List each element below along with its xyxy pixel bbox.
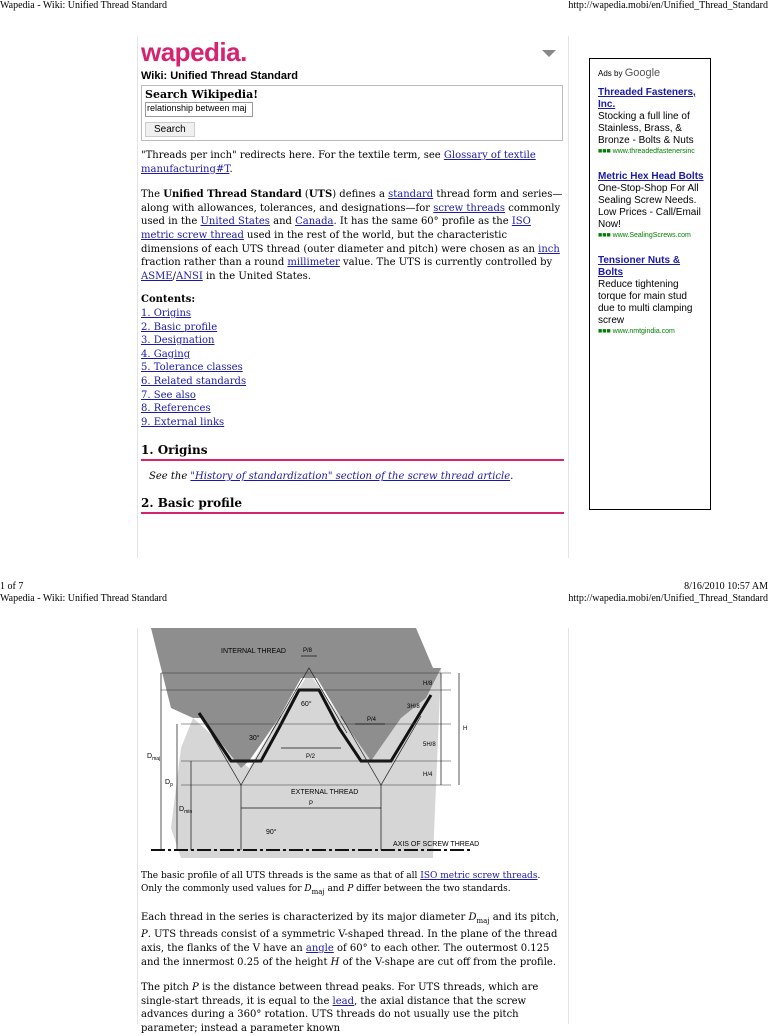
section-heading-origins: 1. Origins — [141, 443, 564, 461]
label-h4: H/4 — [423, 772, 433, 778]
contents-title: Contents: — [141, 294, 196, 306]
search-label: Search Wikipedia! — [145, 88, 259, 101]
toc-item[interactable]: 5. Tolerance classes — [141, 362, 243, 374]
link-inch[interactable]: inch — [538, 243, 560, 255]
label-dp: $D_p$ — [165, 779, 173, 788]
google-logo: Google — [624, 67, 661, 79]
ad-description: Reduce tightening torque for main stud due to multi clamping screw — [598, 279, 693, 326]
link-standard[interactable]: standard — [388, 189, 434, 201]
wapedia-logo[interactable]: wapedia. — [141, 37, 247, 67]
toc-item[interactable]: 7. See also — [141, 389, 196, 401]
link-millimeter[interactable]: millimeter — [287, 257, 340, 269]
search-input[interactable]: relationship between maj — [145, 102, 253, 117]
ads-by-google: Ads by Google — [598, 67, 661, 79]
figure-caption: The basic profile of all UTS threads is the same as that of all ISO metric screw threads. Only the commonly used values for $D_{maj}$ and P differ between the two standards. — [141, 871, 541, 896]
intro-paragraph: The Unified Thread Standard (UTS) defines a standard thread form and series—along with allowances, tolerances, and designations—for screw threads commonly used in the United States and Canada. It has the same 60° profile as the ISO metric screw thread used in the rest of the world, but the characteristic dimensions of each UTS thread (outer diameter and pitch) were chosen as an inch fraction rather than a round millimeter value. The UTS is currently controlled by ASME/ANSI in the United States. — [141, 189, 563, 282]
ad-item[interactable] — [598, 255, 706, 337]
label-60-deg: 60° — [301, 701, 312, 708]
link-screw-threads[interactable]: screw threads — [433, 202, 506, 214]
label-p: P — [309, 801, 314, 807]
link-united-states[interactable]: United States — [200, 216, 270, 228]
menu-dropdown-icon[interactable] — [542, 50, 556, 57]
label-p8: P/8 — [303, 648, 313, 654]
ad-title[interactable]: Threaded Fasteners, Inc. — [598, 87, 696, 110]
ad-title[interactable]: Tensioner Nuts & Bolts — [598, 255, 681, 278]
link-lead[interactable]: lead — [332, 995, 355, 1007]
origins-see-note: See the "History of standardization" section of the screw thread article. — [149, 471, 514, 483]
page-1-column — [137, 36, 569, 558]
redirect-note — [141, 149, 564, 176]
toc-item[interactable]: 2. Basic profile — [141, 321, 218, 333]
label-p4: P/4 — [367, 717, 377, 723]
toc-item[interactable]: 6. Related standards — [141, 375, 247, 387]
link-angle[interactable]: angle — [305, 942, 334, 954]
ad-url[interactable]: ■■■ www.nmtgindia.com — [598, 328, 675, 335]
ad-description: One-Stop-Shop For All Sealing Screw Needs. Low Prices - Call/Email Now! — [598, 183, 701, 230]
glossary-link[interactable]: Glossary of textile manufacturing#T — [141, 150, 536, 175]
page-title: Wiki: Unified Thread Standard — [141, 70, 298, 82]
table-of-contents — [141, 293, 564, 429]
section-heading-basic-profile: 2. Basic profile — [141, 496, 564, 514]
uts-bold: Unified Thread Standard — [163, 189, 302, 201]
toc-item[interactable]: 3. Designation — [141, 335, 215, 347]
link-ansi[interactable]: ANSI — [176, 270, 203, 282]
print-footer-page: 1 of 7 — [0, 581, 24, 592]
print-header-url-2: http://wapedia.mobi/en/Unified_Thread_Standard — [568, 593, 768, 604]
ad-description: Stocking a full line of Stainless, Brass, & Bronze - Bolts & Nuts — [598, 111, 694, 146]
profile-paragraph: Each thread in the series is characterized by its major diameter $D_{maj}$ and its pitch, P. UTS threads consist of a symmetric V-shaped thread. In the plane of the thread axis, the flanks of the V have an angle of 60° to each other. The outermost 0.125 and the innermost 0.25 of the height H of the V-shape are cut off from the profile. — [141, 911, 560, 968]
label-dmaj: $D_{maj}$ — [147, 753, 161, 762]
ad-item[interactable] — [598, 171, 706, 241]
label-h: H — [463, 726, 468, 732]
label-axis: AXIS OF SCREW THREAD — [393, 841, 480, 848]
link-asme[interactable]: ASME — [141, 270, 173, 282]
print-header-url: http://wapedia.mobi/en/Unified_Thread_Standard — [568, 0, 768, 11]
label-p2: P/2 — [306, 754, 316, 760]
link-iso-metric-caption[interactable]: ISO metric screw threads — [420, 871, 538, 881]
page-2-column — [137, 628, 569, 1034]
toc-item[interactable]: 9. External links — [141, 416, 225, 428]
label-5h8: 5H/8 — [423, 742, 436, 748]
search-button[interactable]: Search — [145, 122, 195, 137]
ad-url[interactable]: ■■■ www.threadedfastenersinc — [598, 148, 695, 155]
toc-item[interactable]: 1. Origins — [141, 307, 192, 319]
label-external-thread: EXTERNAL THREAD — [291, 789, 359, 796]
label-dmin: $D_{min}$ — [179, 806, 193, 815]
history-link[interactable]: "History of standardization" section of the screw thread article — [190, 471, 511, 483]
redirect-text: "Threads per inch" redirects here. For the textile term, see — [141, 150, 444, 161]
link-canada[interactable]: Canada — [295, 216, 334, 228]
pitch-paragraph: The pitch P is the distance between thread peaks. For UTS threads, which are single-start threads, it is equal to the lead, the axial distance that the screw advances during a 360° rotation. UTS threads do not usually use the pitch parameter; instead a parameter known — [141, 982, 539, 1034]
ad-url[interactable]: ■■■ www.SealingScrews.com — [598, 232, 691, 239]
ads-panel — [589, 58, 711, 510]
ad-title[interactable]: Metric Hex Head Bolts — [598, 171, 704, 182]
label-internal-thread: INTERNAL THREAD — [221, 648, 286, 655]
label-3h8: 3H/8 — [407, 704, 420, 710]
print-header-title-2: Wapedia - Wiki: Unified Thread Standard — [0, 593, 167, 604]
toc-item[interactable]: 8. References — [141, 403, 211, 415]
label-90-deg: 90° — [266, 829, 277, 836]
print-header-title: Wapedia - Wiki: Unified Thread Standard — [0, 0, 167, 11]
ad-item[interactable] — [598, 87, 706, 157]
label-30-deg: 30° — [249, 735, 260, 742]
search-form — [141, 85, 563, 141]
toc-item[interactable]: 4. Gaging — [141, 348, 191, 360]
label-h8: H/8 — [423, 681, 433, 687]
thread-profile-figure — [141, 628, 481, 868]
redirect-end: . — [229, 163, 233, 175]
print-footer-date: 8/16/2010 10:57 AM — [684, 581, 768, 592]
link-iso-metric[interactable]: ISO metric screw thread — [141, 216, 531, 241]
